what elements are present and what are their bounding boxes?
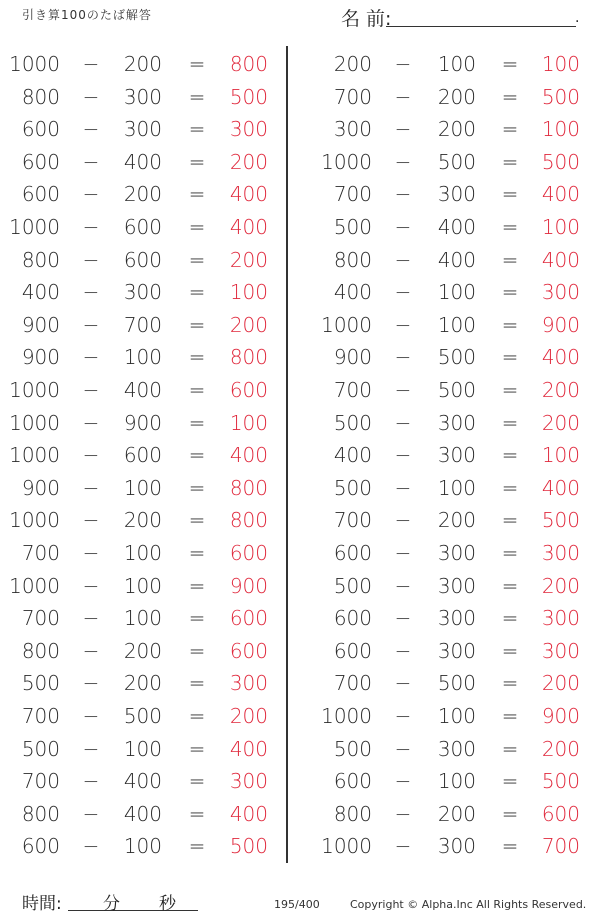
- answer: 900: [541, 704, 580, 728]
- minuend: 700: [21, 606, 60, 631]
- equals-sign: =: [188, 117, 206, 142]
- minus-sign: −: [82, 801, 100, 826]
- equals-sign: =: [188, 736, 206, 761]
- answer: 400: [229, 736, 268, 761]
- minuend: 600: [333, 638, 372, 663]
- problem-row: [0, 178, 600, 210]
- answer: 200: [229, 704, 268, 728]
- minuend: 600: [333, 769, 372, 794]
- equals-sign: =: [188, 378, 206, 402]
- subtrahend: 100: [123, 736, 162, 761]
- minus-sign: −: [394, 606, 412, 631]
- answer: 900: [229, 573, 268, 598]
- minuend: 1000: [9, 378, 60, 402]
- minuend: 500: [333, 736, 372, 761]
- minus-sign: −: [82, 606, 100, 631]
- minus-sign: −: [394, 508, 412, 533]
- minuend: 700: [21, 541, 60, 565]
- subtrahend: 200: [437, 801, 476, 826]
- equals-sign: =: [188, 508, 206, 533]
- equals-sign: =: [501, 606, 519, 631]
- subtrahend: 500: [437, 671, 476, 696]
- answer: 200: [229, 247, 268, 272]
- answer: 500: [541, 508, 580, 533]
- subtrahend: 200: [437, 508, 476, 533]
- problem-row: [0, 570, 600, 602]
- minus-sign: −: [82, 117, 100, 142]
- answer: 200: [541, 671, 580, 696]
- minuend: 600: [333, 606, 372, 631]
- subtrahend: 300: [437, 182, 476, 207]
- answer: 300: [229, 769, 268, 794]
- minus-sign: −: [82, 573, 100, 598]
- minuend: 800: [333, 801, 372, 826]
- equals-sign: =: [188, 606, 206, 631]
- minus-sign: −: [394, 801, 412, 826]
- equals-sign: =: [501, 378, 519, 402]
- answer: 400: [541, 345, 580, 370]
- answer: 500: [541, 84, 580, 109]
- answer: 800: [229, 345, 268, 370]
- minuend: 800: [21, 638, 60, 663]
- equals-sign: =: [501, 247, 519, 272]
- problem-row: [0, 733, 600, 765]
- minus-sign: −: [394, 736, 412, 761]
- subtrahend: 100: [123, 345, 162, 370]
- equals-sign: =: [188, 769, 206, 794]
- problem-row: [0, 407, 600, 439]
- equals-sign: =: [188, 638, 206, 663]
- minus-sign: −: [82, 215, 100, 239]
- subtrahend: 200: [123, 638, 162, 663]
- equals-sign: =: [501, 834, 519, 859]
- equals-sign: =: [501, 52, 519, 76]
- answer: 300: [541, 541, 580, 565]
- minuend: 1000: [9, 443, 60, 468]
- subtrahend: 200: [437, 84, 476, 109]
- subtrahend: 500: [123, 704, 162, 728]
- minuend: 400: [21, 280, 60, 305]
- minuend: 600: [21, 182, 60, 207]
- minus-sign: −: [394, 312, 412, 337]
- subtrahend: 300: [437, 443, 476, 468]
- minus-sign: −: [394, 52, 412, 76]
- subtrahend: 300: [437, 834, 476, 859]
- minuend: 600: [333, 541, 372, 565]
- minuend: 600: [21, 834, 60, 859]
- answer: 800: [229, 475, 268, 500]
- subtrahend: 400: [123, 801, 162, 826]
- copyright-text: Copyright © Alpha.Inc All Rights Reserved.: [350, 898, 587, 911]
- equals-sign: =: [188, 215, 206, 239]
- subtrahend: 300: [123, 280, 162, 305]
- problem-row: [0, 211, 600, 243]
- minus-sign: −: [82, 541, 100, 565]
- subtrahend: 500: [437, 378, 476, 402]
- minuend: 700: [333, 671, 372, 696]
- equals-sign: =: [501, 149, 519, 174]
- subtrahend: 500: [437, 345, 476, 370]
- minuend: 400: [333, 280, 372, 305]
- equals-sign: =: [188, 573, 206, 598]
- minus-sign: −: [394, 475, 412, 500]
- minuend: 1000: [9, 52, 60, 76]
- problem-row: [0, 765, 600, 797]
- problem-row: [0, 504, 600, 536]
- subtrahend: 100: [123, 475, 162, 500]
- minus-sign: −: [394, 573, 412, 598]
- equals-sign: =: [188, 182, 206, 207]
- equals-sign: =: [501, 215, 519, 239]
- subtrahend: 100: [123, 606, 162, 631]
- minus-sign: −: [394, 247, 412, 272]
- equals-sign: =: [501, 182, 519, 207]
- subtrahend: 100: [437, 769, 476, 794]
- equals-sign: =: [501, 769, 519, 794]
- minus-sign: −: [394, 117, 412, 142]
- equals-sign: =: [188, 475, 206, 500]
- time-field-line: [68, 910, 198, 911]
- answer: 800: [229, 52, 268, 76]
- subtrahend: 300: [437, 736, 476, 761]
- minus-sign: −: [394, 443, 412, 468]
- subtrahend: 300: [437, 573, 476, 598]
- name-label: 名 前:: [341, 8, 392, 30]
- time-label: 時間:: [22, 894, 62, 914]
- minuend: 500: [333, 410, 372, 435]
- minuend: 900: [333, 345, 372, 370]
- answer: 400: [541, 182, 580, 207]
- answer: 400: [229, 215, 268, 239]
- subtrahend: 100: [437, 280, 476, 305]
- equals-sign: =: [188, 52, 206, 76]
- answer: 500: [541, 149, 580, 174]
- answer: 200: [541, 736, 580, 761]
- answer: 400: [229, 801, 268, 826]
- answer: 100: [229, 280, 268, 305]
- minus-sign: −: [82, 378, 100, 402]
- minuend: 700: [333, 84, 372, 109]
- subtrahend: 600: [123, 443, 162, 468]
- minus-sign: −: [82, 443, 100, 468]
- answer: 800: [229, 508, 268, 533]
- answer: 500: [541, 769, 580, 794]
- subtrahend: 100: [123, 834, 162, 859]
- minuend: 600: [21, 149, 60, 174]
- equals-sign: =: [188, 84, 206, 109]
- minuend: 600: [21, 117, 60, 142]
- equals-sign: =: [188, 345, 206, 370]
- minuend: 500: [21, 671, 60, 696]
- subtrahend: 100: [437, 704, 476, 728]
- minuend: 1000: [9, 573, 60, 598]
- subtrahend: 200: [123, 182, 162, 207]
- equals-sign: =: [501, 475, 519, 500]
- problem-row: [0, 472, 600, 504]
- equals-sign: =: [188, 801, 206, 826]
- subtrahend: 500: [437, 149, 476, 174]
- minus-sign: −: [82, 345, 100, 370]
- equals-sign: =: [188, 312, 206, 337]
- subtrahend: 400: [123, 378, 162, 402]
- problem-row: [0, 113, 600, 145]
- problem-row: [0, 48, 600, 80]
- minus-sign: −: [82, 247, 100, 272]
- minuend: 1000: [321, 834, 372, 859]
- problem-row: [0, 700, 600, 732]
- minus-sign: −: [394, 671, 412, 696]
- problem-row: [0, 81, 600, 113]
- equals-sign: =: [501, 280, 519, 305]
- name-dot: .: [575, 10, 580, 26]
- subtrahend: 400: [123, 149, 162, 174]
- subtrahend: 100: [123, 573, 162, 598]
- minus-sign: −: [394, 638, 412, 663]
- minus-sign: −: [82, 736, 100, 761]
- minus-sign: −: [394, 541, 412, 565]
- equals-sign: =: [188, 541, 206, 565]
- subtrahend: 600: [123, 215, 162, 239]
- minuend: 800: [333, 247, 372, 272]
- worksheet-title: 引き算100のたば解答: [22, 8, 152, 22]
- equals-sign: =: [501, 736, 519, 761]
- answer: 600: [229, 638, 268, 663]
- answer: 200: [229, 149, 268, 174]
- minuend: 300: [333, 117, 372, 142]
- answer: 500: [229, 834, 268, 859]
- subtrahend: 200: [123, 508, 162, 533]
- minuend: 700: [333, 378, 372, 402]
- minus-sign: −: [82, 410, 100, 435]
- answer: 100: [541, 215, 580, 239]
- subtrahend: 200: [123, 52, 162, 76]
- equals-sign: =: [501, 541, 519, 565]
- minus-sign: −: [82, 704, 100, 728]
- equals-sign: =: [501, 638, 519, 663]
- answer: 600: [229, 378, 268, 402]
- minus-sign: −: [394, 834, 412, 859]
- subtrahend: 300: [437, 606, 476, 631]
- problem-row: [0, 602, 600, 634]
- equals-sign: =: [501, 117, 519, 142]
- subtrahend: 100: [437, 312, 476, 337]
- problem-row: [0, 341, 600, 373]
- minus-sign: −: [394, 345, 412, 370]
- minuend: 200: [333, 52, 372, 76]
- equals-sign: =: [501, 671, 519, 696]
- minuend: 800: [21, 84, 60, 109]
- equals-sign: =: [501, 443, 519, 468]
- subtrahend: 200: [437, 117, 476, 142]
- equals-sign: =: [188, 671, 206, 696]
- problem-row: [0, 667, 600, 699]
- minuend: 1000: [321, 149, 372, 174]
- name-field-line: [386, 26, 576, 27]
- equals-sign: =: [188, 247, 206, 272]
- problem-row: [0, 635, 600, 667]
- answer: 600: [229, 541, 268, 565]
- minus-sign: −: [394, 378, 412, 402]
- minus-sign: −: [82, 182, 100, 207]
- subtrahend: 100: [437, 52, 476, 76]
- subtrahend: 300: [437, 541, 476, 565]
- answer: 300: [541, 638, 580, 663]
- equals-sign: =: [501, 345, 519, 370]
- equals-sign: =: [188, 834, 206, 859]
- subtrahend: 400: [437, 215, 476, 239]
- answer: 700: [541, 834, 580, 859]
- minus-sign: −: [82, 280, 100, 305]
- minuend: 400: [333, 443, 372, 468]
- problem-row: [0, 798, 600, 830]
- equals-sign: =: [188, 443, 206, 468]
- problem-row: [0, 146, 600, 178]
- minuend: 700: [333, 508, 372, 533]
- equals-sign: =: [501, 801, 519, 826]
- minuend: 1000: [9, 508, 60, 533]
- answer: 600: [229, 606, 268, 631]
- minus-sign: −: [394, 215, 412, 239]
- equals-sign: =: [501, 84, 519, 109]
- minuend: 500: [21, 736, 60, 761]
- equals-sign: =: [188, 280, 206, 305]
- minuend: 700: [333, 182, 372, 207]
- answer: 400: [541, 247, 580, 272]
- subtrahend: 300: [437, 638, 476, 663]
- subtrahend: 900: [123, 410, 162, 435]
- minutes-label: 分: [103, 894, 120, 914]
- minus-sign: −: [82, 84, 100, 109]
- minus-sign: −: [82, 149, 100, 174]
- minuend: 1000: [9, 410, 60, 435]
- answer: 200: [541, 410, 580, 435]
- answer: 100: [541, 443, 580, 468]
- answer: 600: [541, 801, 580, 826]
- minus-sign: −: [82, 52, 100, 76]
- subtrahend: 300: [123, 84, 162, 109]
- minuend: 800: [21, 247, 60, 272]
- problem-row: [0, 830, 600, 862]
- equals-sign: =: [188, 149, 206, 174]
- equals-sign: =: [501, 312, 519, 337]
- minus-sign: −: [82, 475, 100, 500]
- minus-sign: −: [82, 671, 100, 696]
- answer: 100: [541, 52, 580, 76]
- minuend: 500: [333, 475, 372, 500]
- minus-sign: −: [82, 769, 100, 794]
- equals-sign: =: [501, 508, 519, 533]
- minuend: 500: [333, 573, 372, 598]
- minus-sign: −: [394, 84, 412, 109]
- equals-sign: =: [501, 410, 519, 435]
- minuend: 900: [21, 475, 60, 500]
- subtrahend: 400: [437, 247, 476, 272]
- answer: 300: [541, 280, 580, 305]
- equals-sign: =: [188, 410, 206, 435]
- subtrahend: 100: [437, 475, 476, 500]
- answer: 200: [541, 573, 580, 598]
- subtrahend: 700: [123, 312, 162, 337]
- minuend: 900: [21, 312, 60, 337]
- minus-sign: −: [394, 182, 412, 207]
- answer: 300: [229, 117, 268, 142]
- minus-sign: −: [82, 638, 100, 663]
- minus-sign: −: [394, 769, 412, 794]
- problem-row: [0, 244, 600, 276]
- problem-row: [0, 276, 600, 308]
- subtrahend: 300: [437, 410, 476, 435]
- answer: 400: [229, 443, 268, 468]
- minuend: 1000: [321, 704, 372, 728]
- page-number: 195/400: [274, 898, 320, 911]
- answer: 500: [229, 84, 268, 109]
- minuend: 500: [333, 215, 372, 239]
- minus-sign: −: [394, 280, 412, 305]
- minus-sign: −: [82, 508, 100, 533]
- equals-sign: =: [501, 573, 519, 598]
- minus-sign: −: [82, 312, 100, 337]
- subtrahend: 600: [123, 247, 162, 272]
- answer: 100: [229, 410, 268, 435]
- minus-sign: −: [394, 704, 412, 728]
- answer: 400: [229, 182, 268, 207]
- minuend: 1000: [321, 312, 372, 337]
- subtrahend: 100: [123, 541, 162, 565]
- answer: 200: [229, 312, 268, 337]
- seconds-label: 秒: [159, 894, 176, 914]
- minuend: 900: [21, 345, 60, 370]
- answer: 300: [541, 606, 580, 631]
- minuend: 1000: [9, 215, 60, 239]
- problem-row: [0, 309, 600, 341]
- equals-sign: =: [501, 704, 519, 728]
- minus-sign: −: [394, 410, 412, 435]
- problem-row: [0, 439, 600, 471]
- problem-row: [0, 374, 600, 406]
- minuend: 800: [21, 801, 60, 826]
- subtrahend: 400: [123, 769, 162, 794]
- answer: 100: [541, 117, 580, 142]
- answer: 300: [229, 671, 268, 696]
- minuend: 700: [21, 769, 60, 794]
- answer: 400: [541, 475, 580, 500]
- answer: 900: [541, 312, 580, 337]
- subtrahend: 200: [123, 671, 162, 696]
- minus-sign: −: [394, 149, 412, 174]
- equals-sign: =: [188, 704, 206, 728]
- minus-sign: −: [82, 834, 100, 859]
- problem-row: [0, 537, 600, 569]
- minuend: 700: [21, 704, 60, 728]
- answer: 200: [541, 378, 580, 402]
- subtrahend: 300: [123, 117, 162, 142]
